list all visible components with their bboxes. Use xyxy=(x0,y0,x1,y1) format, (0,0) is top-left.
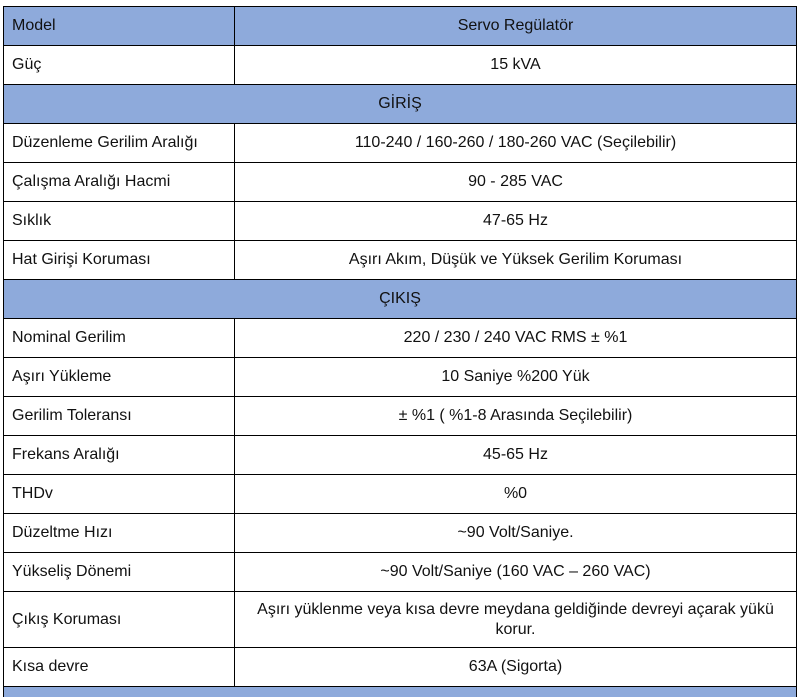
table-row xyxy=(4,319,797,358)
row-label: THDv xyxy=(4,475,235,514)
header-label: Model xyxy=(4,7,235,46)
table-row xyxy=(4,124,797,163)
row-value: %0 xyxy=(235,475,797,514)
row-value: 220 / 230 / 240 VAC RMS ± %1 xyxy=(235,319,797,358)
table-row xyxy=(4,514,797,553)
next-section-header-partial xyxy=(4,687,797,697)
section-title: GİRİŞ xyxy=(4,85,797,124)
spec-table xyxy=(3,6,797,697)
row-value: Aşırı yüklenme veya kısa devre meydana geldiğinde devreyi açarak yükü korur. xyxy=(235,592,797,648)
row-label: Düzenleme Gerilim Aralığı xyxy=(4,124,235,163)
section-title: ÇIKIŞ xyxy=(4,280,797,319)
section-header-output xyxy=(4,280,797,319)
table-row xyxy=(4,648,797,687)
row-value: Aşırı Akım, Düşük ve Yüksek Gerilim Koruması xyxy=(235,241,797,280)
table-row xyxy=(4,592,797,648)
table-header-row xyxy=(4,7,797,46)
table-row xyxy=(4,475,797,514)
row-label: Çıkış Koruması xyxy=(4,592,235,648)
row-value: 110-240 / 160-260 / 180-260 VAC (Seçilebilir) xyxy=(235,124,797,163)
row-label: Gerilim Toleransı xyxy=(4,397,235,436)
row-value: 15 kVA xyxy=(235,46,797,85)
row-label: Kısa devre xyxy=(4,648,235,687)
row-label: Aşırı Yükleme xyxy=(4,358,235,397)
row-label: Hat Girişi Koruması xyxy=(4,241,235,280)
table-row xyxy=(4,553,797,592)
row-label: Sıklık xyxy=(4,202,235,241)
header-value: Servo Regülatör xyxy=(235,7,797,46)
row-value: 10 Saniye %200 Yük xyxy=(235,358,797,397)
table-row xyxy=(4,358,797,397)
table-row xyxy=(4,397,797,436)
section-header-input xyxy=(4,85,797,124)
section-title-cut-off xyxy=(4,687,797,697)
row-value: ± %1 ( %1-8 Arasında Seçilebilir) xyxy=(235,397,797,436)
table-row xyxy=(4,436,797,475)
row-value: 63A (Sigorta) xyxy=(235,648,797,687)
row-label: Nominal Gerilim xyxy=(4,319,235,358)
row-value: 45-65 Hz xyxy=(235,436,797,475)
row-value: ~90 Volt/Saniye (160 VAC – 260 VAC) xyxy=(235,553,797,592)
row-label: Düzeltme Hızı xyxy=(4,514,235,553)
row-value: 47-65 Hz xyxy=(235,202,797,241)
table-row xyxy=(4,163,797,202)
row-value: 90 - 285 VAC xyxy=(235,163,797,202)
row-value: ~90 Volt/Saniye. xyxy=(235,514,797,553)
table-row xyxy=(4,46,797,85)
table-row xyxy=(4,241,797,280)
row-label: Frekans Aralığı xyxy=(4,436,235,475)
table-row xyxy=(4,202,797,241)
row-label: Güç xyxy=(4,46,235,85)
row-label: Çalışma Aralığı Hacmi xyxy=(4,163,235,202)
row-label: Yükseliş Dönemi xyxy=(4,553,235,592)
